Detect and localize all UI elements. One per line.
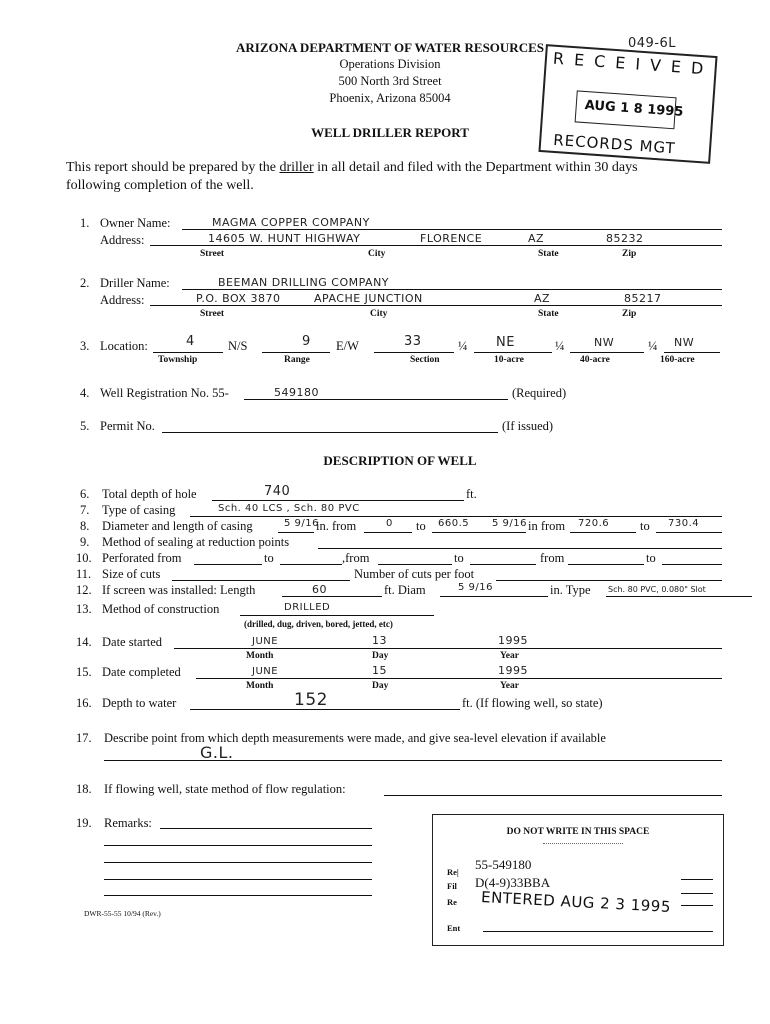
item16-note: ft. (If flowing well, so state) <box>462 696 603 710</box>
q10-line <box>474 352 552 353</box>
stamp-dept: RECORDS MGT <box>552 130 677 158</box>
office-box-title: DO NOT WRITE IN THIS SPACE <box>506 827 650 837</box>
item12-ft-diam: ft. Diam <box>384 583 426 597</box>
item19-label: Remarks: <box>104 816 152 830</box>
office-code: D(4-9)33BBA <box>475 875 551 890</box>
item13-line <box>240 615 434 616</box>
office-line-4 <box>483 931 713 932</box>
q40-line <box>570 352 644 353</box>
item7-value: Sch. 40 LCS , Sch. 80 PVC <box>218 503 360 514</box>
driller-address-line <box>150 305 722 306</box>
office-use-box <box>432 814 724 946</box>
item15-label: Date completed <box>102 665 181 679</box>
township-value: 4 <box>186 334 195 349</box>
item8-from1: 0 <box>386 518 393 529</box>
q10-caption: 10-acre <box>494 355 524 365</box>
item8-from1-line <box>364 532 412 533</box>
section-caption: Section <box>410 355 440 365</box>
item12-type-line <box>606 596 752 597</box>
item14-num: 14. <box>76 635 92 649</box>
q40-caption: 40-acre <box>580 355 610 365</box>
permit-line <box>162 432 498 433</box>
item8-to2-line <box>656 532 722 533</box>
item8-from2: 720.6 <box>578 518 610 529</box>
remarks-line-5 <box>104 895 372 896</box>
item10-from-b: from <box>540 551 565 565</box>
range-value: 9 <box>302 334 311 349</box>
item8-num: 8. <box>80 519 90 533</box>
received-word: RECEIVED <box>552 48 714 79</box>
item9-line <box>318 548 722 549</box>
item14-label: Date started <box>102 635 163 649</box>
item10-label: Perforated from <box>102 551 182 565</box>
registration-note: (Required) <box>512 386 567 400</box>
item8-label: Diameter and length of casing <box>102 519 253 533</box>
q160-caption: 160-acre <box>660 355 695 365</box>
q10-value: NE <box>496 335 515 350</box>
item12-label: If screen was installed: Length <box>102 583 256 597</box>
owner-zip-value: 85232 <box>606 232 644 245</box>
item15-num: 15. <box>76 665 92 679</box>
item8-in-from: in. from <box>316 519 357 533</box>
permit-num: 5. <box>80 419 90 433</box>
range-line <box>262 352 330 353</box>
item11-num: 11. <box>76 567 92 581</box>
driller-street-caption: Street <box>200 309 225 319</box>
entered-stamp: ENTERED AUG 2 3 1995 <box>480 888 672 916</box>
item12-length: 60 <box>312 583 327 596</box>
item15-month-caption: Month <box>246 681 274 691</box>
township-line <box>153 352 223 353</box>
quarter-mark-3: ¼ <box>648 339 658 353</box>
item7-num: 7. <box>80 503 90 517</box>
item16-num: 16. <box>76 696 92 710</box>
item15-year-caption: Year <box>500 681 519 691</box>
item14-day-caption: Day <box>372 651 389 661</box>
section-value: 33 <box>404 334 422 349</box>
item10-line-c <box>378 564 452 565</box>
item13-num: 13. <box>76 602 92 616</box>
owner-state-caption: State <box>538 249 559 259</box>
item8-in-from2: in from <box>528 519 566 533</box>
owner-zip-caption: Zip <box>622 249 637 259</box>
item8-dia1: 5 9/16 <box>284 518 319 529</box>
item16-label: Depth to water <box>102 696 177 710</box>
intro-text-b: in all detail and filed with the Department within 30 days <box>313 160 638 175</box>
office-row-3: Re <box>447 897 457 907</box>
item15-month: JUNE <box>252 666 279 677</box>
driller-name-value: BEEMAN DRILLING COMPANY <box>218 276 390 289</box>
item17-num: 17. <box>76 731 92 745</box>
driller-zip-value: 85217 <box>624 292 662 305</box>
item14-month-caption: Month <box>246 651 274 661</box>
item14-month: JUNE <box>252 636 279 647</box>
driller-state-caption: State <box>538 309 559 319</box>
office-line-2 <box>681 893 713 894</box>
office-line-3 <box>681 905 713 906</box>
item12-diam: 5 9/16 <box>458 582 493 593</box>
item15-day-caption: Day <box>372 681 389 691</box>
owner-street-caption: Street <box>200 249 225 259</box>
intro-line-1 <box>66 160 638 176</box>
permit-label: Permit No. <box>100 419 155 433</box>
item13-caption: (drilled, dug, driven, bored, jetted, etc) <box>244 619 393 629</box>
item10-to-a: to <box>264 551 274 565</box>
office-title-underline <box>543 843 623 844</box>
range-caption: Range <box>284 355 310 365</box>
item18-num: 18. <box>76 782 92 796</box>
item8-to1-label: to <box>416 519 426 533</box>
item8-dia1-line <box>278 532 314 533</box>
item12-num: 12. <box>76 583 92 597</box>
form-code: DWR-55-55 10/94 (Rev.) <box>84 909 161 918</box>
address-line: 500 North 3rd Street <box>338 74 442 88</box>
item13-label: Method of construction <box>102 602 220 616</box>
registration-line <box>244 399 508 400</box>
section-line <box>374 352 454 353</box>
quarter-mark-1: ¼ <box>458 339 468 353</box>
driller-address-label: Address: <box>100 293 145 307</box>
q160-line <box>664 352 720 353</box>
item10-line-d <box>470 564 536 565</box>
q40-value: NW <box>594 336 615 349</box>
item19-num: 19. <box>76 816 92 830</box>
item9-num: 9. <box>80 535 90 549</box>
item11-label: Size of cuts <box>102 567 161 581</box>
registration-value: 549180 <box>274 386 319 399</box>
item11-cuts-label: Number of cuts per foot <box>354 567 475 581</box>
item14-year-caption: Year <box>500 651 519 661</box>
location-label: Location: <box>100 339 148 353</box>
city-line: Phoenix, Arizona 85004 <box>329 91 451 105</box>
office-row-1: Re| <box>447 867 459 877</box>
item8-from2-line <box>570 532 636 533</box>
item10-num: 10. <box>76 551 92 565</box>
driller-street-value: P.O. BOX 3870 <box>196 292 281 305</box>
item10-to-b: to <box>454 551 464 565</box>
remarks-line-4 <box>104 879 372 880</box>
registration-label: Well Registration No. 55- <box>100 386 229 400</box>
location-num: 3. <box>80 339 90 353</box>
item6-value: 740 <box>264 484 291 499</box>
remarks-line-2 <box>104 845 372 846</box>
item6-label: Total depth of hole <box>102 487 197 501</box>
item10-line-e <box>568 564 644 565</box>
quarter-mark-2: ¼ <box>555 339 565 353</box>
item10-to-c: to <box>646 551 656 565</box>
owner-name-label: Owner Name: <box>100 216 171 230</box>
item9-label: Method of sealing at reduction points <box>102 535 290 549</box>
item7-label: Type of casing <box>102 503 176 517</box>
item12-type: Sch. 80 PVC, 0.080" Slot <box>608 585 706 594</box>
ew-option: E/W <box>336 339 359 353</box>
item15-year: 1995 <box>498 664 528 677</box>
item6-num: 6. <box>80 487 90 501</box>
item17-label: Describe point from which depth measurements were made, and give sea-level elevation if available <box>104 731 606 745</box>
owner-state-value: AZ <box>528 232 545 245</box>
item8-to2: 730.4 <box>668 518 700 529</box>
driller-name-label: Driller Name: <box>100 276 170 290</box>
item18-line <box>384 795 722 796</box>
owner-num: 1. <box>80 216 90 230</box>
item10-line-f <box>662 564 722 565</box>
driller-name-line <box>182 289 722 290</box>
item14-day: 13 <box>372 634 387 647</box>
office-row-2: Fil <box>447 881 457 891</box>
stamp-date: AUG 1 8 1995 <box>584 98 684 120</box>
division-line: Operations Division <box>339 57 441 71</box>
township-caption: Township <box>158 355 198 365</box>
received-stamp <box>538 44 717 164</box>
remarks-line-3 <box>104 862 372 863</box>
office-row-4: Ent <box>447 923 461 933</box>
office-line-1 <box>681 879 713 880</box>
item12-in-type: in. Type <box>550 583 591 597</box>
office-reg-no: 55-549180 <box>475 857 532 872</box>
q160-value: NW <box>674 336 695 349</box>
item13-value: DRILLED <box>284 602 331 613</box>
intro-text-a: This report should be prepared by the <box>66 160 280 175</box>
ns-option: N/S <box>228 339 248 353</box>
owner-city-value: FLORENCE <box>420 232 483 245</box>
item11-line-a <box>172 580 350 581</box>
item17-line <box>104 760 722 761</box>
item12-diam-line <box>440 596 548 597</box>
section-title: DESCRIPTION OF WELL <box>323 453 477 468</box>
item7-line <box>190 516 722 517</box>
driller-zip-caption: Zip <box>622 309 637 319</box>
item12-length-line <box>282 596 382 597</box>
owner-address-label: Address: <box>100 233 145 247</box>
item8-to1: 660.5 <box>438 518 470 529</box>
item14-line <box>174 648 722 649</box>
item17-value: G.L. <box>200 743 234 762</box>
item10-line-b <box>280 564 342 565</box>
item15-day: 15 <box>372 664 387 677</box>
registration-num: 4. <box>80 386 90 400</box>
item11-line-b <box>496 580 722 581</box>
item8-to1-line <box>432 532 526 533</box>
remarks-line-1 <box>160 828 372 829</box>
driller-state-value: AZ <box>534 292 551 305</box>
item14-year: 1995 <box>498 634 528 647</box>
driller-city-value: APACHE JUNCTION <box>314 292 423 305</box>
item16-value: 152 <box>294 690 328 710</box>
driller-num: 2. <box>80 276 90 290</box>
item8-dia2: 5 9/16 <box>492 518 527 529</box>
intro-driller: driller <box>279 160 314 175</box>
item6-unit: ft. <box>466 487 477 501</box>
owner-street-value: 14605 W. HUNT HIGHWAY <box>208 232 361 245</box>
item6-line <box>212 500 464 501</box>
owner-address-line <box>150 245 722 246</box>
agency-heading: ARIZONA DEPARTMENT OF WATER RESOURCES <box>236 40 544 55</box>
owner-name-line <box>182 229 722 230</box>
permit-note: (If issued) <box>502 419 554 433</box>
item10-line-a <box>194 564 262 565</box>
intro-line-2: following completion of the well. <box>66 178 254 193</box>
driller-city-caption: City <box>370 309 388 319</box>
item15-line <box>196 678 722 679</box>
item10-from-a: ,from <box>342 551 370 565</box>
report-title: WELL DRILLER REPORT <box>311 125 469 140</box>
item8-to2-label: to <box>640 519 650 533</box>
file-code: 049-6L <box>628 36 677 51</box>
owner-city-caption: City <box>368 249 386 259</box>
item18-label: If flowing well, state method of flow regulation: <box>104 782 346 796</box>
owner-name-value: MAGMA COPPER COMPANY <box>212 216 370 229</box>
stamp-date-box <box>575 90 684 129</box>
